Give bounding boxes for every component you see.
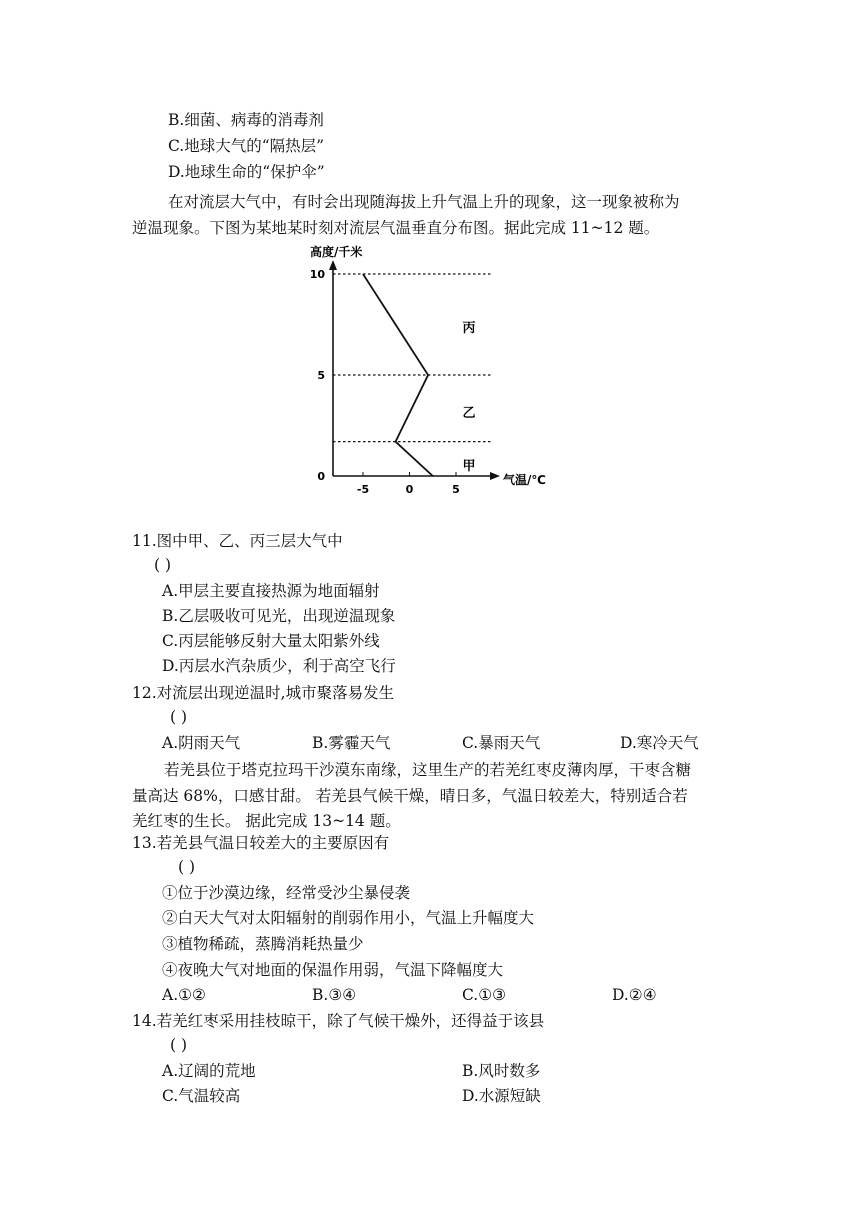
x-axis-label: 气温/℃	[503, 473, 546, 487]
layer-label-2: 乙	[462, 406, 476, 421]
y-tick-label: 10	[309, 268, 325, 281]
q14-stem: 14.若羌红枣采用挂枝晾干，除了气候干燥外，还得益于该县	[132, 1012, 545, 1030]
intro-2-line-1: 若羌县位于塔克拉玛干沙漠东南缘，这里生产的若羌红枣皮薄肉厚，干枣含糖	[164, 761, 692, 779]
q14-option-a: A.辽阔的荒地	[162, 1062, 256, 1080]
intro-1-line-1: 在对流层大气中，有时会出现随海拔上升气温上升的现象，这一现象被称为	[168, 193, 680, 211]
intro-2-line-2: 量高达 68%，口感甘甜。 若羌县气候干燥，晴日多，气温日较差大，特别适合若	[132, 787, 688, 805]
q12-option-a: A.阴雨天气	[162, 734, 241, 752]
q11-option-d: D.丙层水汽杂质少，利于高空飞行	[162, 657, 396, 675]
q13-option-c: C.①③	[462, 986, 507, 1004]
q13-statement-2: ②白天大气对太阳辐射的削弱作用小，气温上升幅度大	[162, 909, 535, 927]
prev-option-c: C.地球大气的“隔热层”	[168, 137, 325, 155]
q14-answer-paren: ( )	[170, 1036, 188, 1054]
q13-option-d: D.②④	[612, 986, 657, 1004]
q12-option-d: D.寒冷天气	[620, 734, 699, 752]
q11-option-c: C.丙层能够反射大量太阳紫外线	[162, 632, 380, 650]
layer-label-1: 甲	[462, 459, 476, 474]
q14-option-d: D.水源短缺	[462, 1087, 541, 1105]
y-axis-label: 高度/千米	[310, 245, 363, 259]
q13-statement-3: ③植物稀疏，蒸腾消耗热量少	[162, 935, 364, 953]
x-tick-label: -5	[356, 483, 370, 494]
q11-stem: 11.图中甲、乙、丙三层大气中	[132, 532, 343, 550]
q12-answer-paren: ( )	[170, 708, 188, 726]
q12-option-b: B.雾霾天气	[312, 734, 391, 752]
layer-label-3: 丙	[462, 321, 476, 336]
q13-option-a: A.①②	[162, 986, 206, 1004]
q14-option-c: C.气温较高	[162, 1087, 241, 1105]
x-axis-arrow	[490, 472, 500, 480]
intro-1-line-2: 逆温现象。下图为某地某时刻对流层气温垂直分布图。据此完成 11~12 题。	[132, 219, 660, 237]
q13-statement-1: ①位于沙漠边缘，经常受沙尘暴侵袭	[162, 884, 411, 902]
q11-answer-paren: ( )	[154, 556, 172, 574]
q11-option-b: B.乙层吸收可见光，出现逆温现象	[162, 607, 396, 625]
intro-2-line-3: 羌红枣的生长。 据此完成 13~14 题。	[132, 812, 401, 830]
x-tick-label: 5	[452, 483, 460, 494]
prev-option-d: D.地球生命的“保护伞”	[168, 163, 325, 181]
q13-answer-paren: ( )	[178, 858, 196, 876]
x-tick-label: 0	[405, 483, 414, 494]
q13-statement-4: ④夜晚大气对地面的保温作用弱，气温下降幅度大	[162, 961, 504, 979]
q11-option-a: A.甲层主要直接热源为地面辐射	[162, 582, 380, 600]
q13-stem: 13.若羌县气温日较差大的主要原因有	[132, 834, 390, 852]
q13-option-b: B.③④	[312, 986, 357, 1004]
temperature-profile-chart	[296, 244, 566, 494]
q12-option-c: C.暴雨天气	[462, 734, 541, 752]
y-tick-label: 5	[317, 369, 325, 382]
y-tick-label: 0	[317, 470, 325, 483]
y-axis-arrow	[329, 260, 337, 270]
q12-stem: 12.对流层出现逆温时,城市聚落易发生	[132, 684, 395, 702]
prev-option-b: B.细菌、病毒的消毒剂	[168, 111, 324, 129]
q14-option-b: B.风时数多	[462, 1062, 541, 1080]
